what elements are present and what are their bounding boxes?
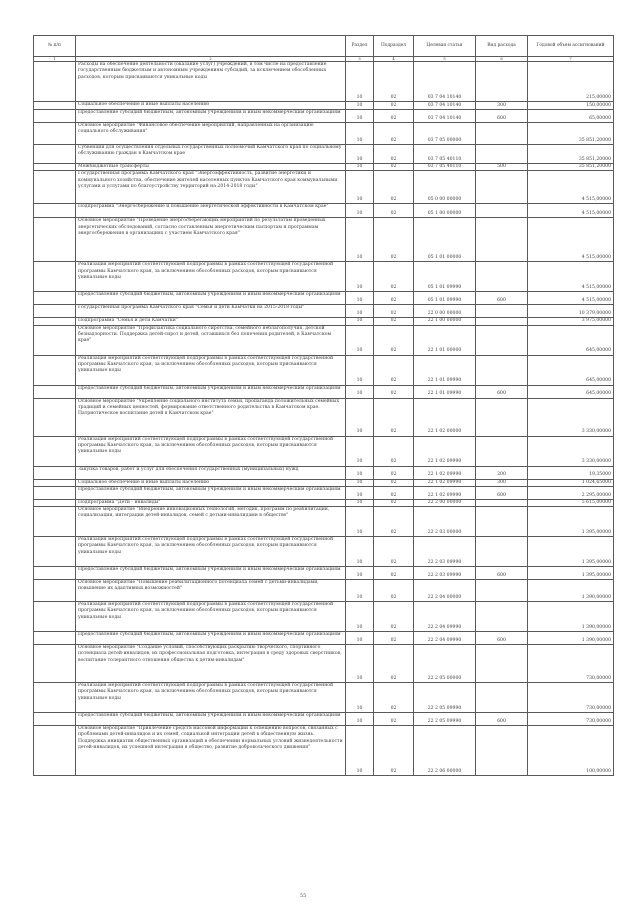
row-expense-type: 600: [476, 567, 528, 580]
row-name: Основное мероприятие "Создание условий, способствующих раскрытию творческого, спортивного потенциала детей-инвалидов, их профессиональная подготовка, интеграция в среду здоровых сверстников, воспитание толерантного отношения общества к детям-инвалидам": [76, 645, 346, 683]
table-row: [34, 713, 614, 726]
row-podrazdel: 02: [374, 110, 414, 123]
table-row: [34, 436, 614, 466]
row-amount: 35 851,20000: [528, 164, 614, 171]
row-expense-type: 200: [476, 466, 528, 479]
table-row: [34, 567, 614, 580]
row-razdel: 10: [346, 645, 374, 683]
row-amount: 4 515,00000: [528, 204, 614, 218]
row-amount: 1 395,00000: [528, 507, 614, 537]
row-expense-type: 300: [476, 102, 528, 110]
row-razdel: 10: [346, 318, 374, 325]
row-number-cell: [34, 507, 76, 537]
row-number-cell: [34, 632, 76, 645]
row-number-cell: [34, 567, 76, 580]
row-expense-type: [476, 398, 528, 436]
row-expense-type: [476, 355, 528, 385]
row-expense-type: [476, 726, 528, 776]
row-number-cell: [34, 713, 76, 726]
table-row: [34, 355, 614, 385]
row-name: Подпрограмма "Семья и дети Камчатки": [76, 318, 346, 325]
row-amount: 1 390,00000: [528, 602, 614, 632]
row-razdel: 10: [346, 632, 374, 645]
page-number: 55: [300, 893, 307, 899]
table-row: [34, 385, 614, 398]
table-row: [34, 537, 614, 567]
row-podrazdel: 02: [374, 355, 414, 385]
row-razdel: 10: [346, 292, 374, 305]
row-target-article: 05 1 01 00000: [414, 218, 476, 262]
row-razdel: 10: [346, 218, 374, 262]
table-row: [34, 726, 614, 776]
row-podrazdel: 02: [374, 486, 414, 499]
row-target-article: 22 1 01 00000: [414, 325, 476, 355]
column-number: 1: [34, 57, 76, 62]
table-body: [34, 62, 614, 776]
row-name: Основное мероприятие "Привлечение средств массовой информации к освещению вопросов, связанных с проблемами детей-инвалидов и их семей, социальной интеграции детей в общественную жизнь. Поддержка инициатив общественных организаций в обеспечении нормальных условий жизнедеятельности детей-инвалидов, их успешной интеграции в общество, развитие добровольческого движения": [76, 726, 346, 776]
row-target-article: 03 7 05 00000: [414, 123, 476, 145]
table-row: [34, 499, 614, 506]
row-razdel: 10: [346, 110, 374, 123]
row-amount: 730,00000: [528, 683, 614, 713]
row-name: Межбюджетные трансферты: [76, 164, 346, 171]
row-razdel: 10: [346, 62, 374, 102]
row-name: Подпрограмма "Энергосбережение и повышение энергетической эффективности в Камчатском крае": [76, 204, 346, 218]
row-target-article: 03 7 04 10140: [414, 110, 476, 123]
row-name: Предоставление субсидий бюджетным, автономным учреждениям и иным некоммерческим организациям: [76, 713, 346, 726]
row-expense-type: [476, 507, 528, 537]
table-row: [34, 580, 614, 602]
row-razdel: 10: [346, 499, 374, 506]
row-name: Основное мероприятие "Профилактика социального сиротства, семейного неблагополучия, детской безнадзорности. Поддержка детей-сирот и детей, оставшихся без попечения родителей, в Камчатском крае": [76, 325, 346, 355]
row-target-article: 22 1 00 00000: [414, 318, 476, 325]
row-podrazdel: 02: [374, 164, 414, 171]
row-name: Основное мероприятие "Повышение реабилитационного потенциала семей с детьми-инвалидами, повышение их адаптивных возможностей": [76, 580, 346, 602]
row-razdel: 10: [346, 305, 374, 318]
row-amount: 730,00000: [528, 645, 614, 683]
row-number-cell: [34, 479, 76, 486]
table-row: [34, 486, 614, 499]
row-name: Реализация мероприятий соответствующей подпрограммы в рамках соответствующей государственной программы Камчатского края, за исключением обособленных расходов, которым присваиваются уникальные коды: [76, 436, 346, 466]
row-target-article: 05 0 00 00000: [414, 171, 476, 204]
header-number: № п/п: [34, 36, 76, 57]
row-amount: 1 390,00000: [528, 632, 614, 645]
row-podrazdel: 02: [374, 262, 414, 292]
row-name: Государственная программа Камчатского края "Энергоэффективность, развитие энергетики и коммунального хозяйства, обеспечение жителей населенных пунктов Камчатского края коммунальными услугами и услугами по благоустройству территорий на 2014-2018 годы": [76, 171, 346, 204]
row-expense-type: [476, 683, 528, 713]
row-number-cell: [34, 123, 76, 145]
table-row: [34, 466, 614, 479]
table-row: [34, 398, 614, 436]
row-expense-type: [476, 218, 528, 262]
row-number-cell: [34, 204, 76, 218]
row-razdel: 10: [346, 466, 374, 479]
row-amount: 65,00000: [528, 110, 614, 123]
row-number-cell: [34, 580, 76, 602]
table-row: [34, 171, 614, 204]
row-target-article: 03 7 05 40110: [414, 164, 476, 171]
row-podrazdel: 02: [374, 398, 414, 436]
row-target-article: 05 1 01 09990: [414, 262, 476, 292]
header-razdel: Раздел: [346, 36, 374, 57]
row-number-cell: [34, 726, 76, 776]
table-row: [34, 305, 614, 318]
row-expense-type: [476, 580, 528, 602]
table-row: [34, 292, 614, 305]
row-name: Основное мероприятие "Проведение энергосберегающих мероприятий по результатам проведенных энергетических обследований, согласно составленным энергетическим паспортам и программам энергосбережения в организациях с участием Камчатского края": [76, 218, 346, 262]
row-number-cell: [34, 218, 76, 262]
row-target-article: 22 1 02 09990: [414, 436, 476, 466]
row-amount: 645,00000: [528, 355, 614, 385]
row-amount: 2 295,00000: [528, 486, 614, 499]
row-expense-type: [476, 645, 528, 683]
row-podrazdel: 02: [374, 479, 414, 486]
row-razdel: 10: [346, 145, 374, 164]
row-target-article: 03 7 04 10140: [414, 62, 476, 102]
row-target-article: 22 2 05 00000: [414, 645, 476, 683]
row-name: Реализация мероприятий соответствующей подпрограммы в рамках соответствующей государственной программы Камчатского края, за исключением обособленных расходов, которым присваиваются уникальные коды: [76, 355, 346, 385]
row-podrazdel: 02: [374, 537, 414, 567]
row-razdel: 10: [346, 204, 374, 218]
row-podrazdel: 02: [374, 726, 414, 776]
column-number: 4: [374, 57, 414, 62]
row-amount: 10 379,00000: [528, 305, 614, 318]
row-podrazdel: 02: [374, 218, 414, 262]
table-row: [34, 683, 614, 713]
row-name: Реализация мероприятий соответствующей подпрограммы в рамках соответствующей государственной программы Камчатского края, за исключением обособленных расходов, которым присваиваются уникальные коды: [76, 683, 346, 713]
row-razdel: 10: [346, 398, 374, 436]
row-expense-type: 600: [476, 110, 528, 123]
row-amount: 35 851,20000: [528, 123, 614, 145]
row-number-cell: [34, 292, 76, 305]
row-name: Социальное обеспечение и иные выплаты населению: [76, 479, 346, 486]
row-expense-type: 600: [476, 292, 528, 305]
header-podrazdel: Подраздел: [374, 36, 414, 57]
row-razdel: 10: [346, 171, 374, 204]
row-podrazdel: 02: [374, 499, 414, 506]
row-expense-type: 600: [476, 713, 528, 726]
row-name: Предоставление субсидий бюджетным, автономным учреждениям и иным некоммерческим организациям: [76, 567, 346, 580]
row-podrazdel: 02: [374, 318, 414, 325]
row-razdel: 10: [346, 164, 374, 171]
row-target-article: 22 2 03 09990: [414, 567, 476, 580]
row-razdel: 10: [346, 713, 374, 726]
row-name: Предоставление субсидий бюджетным, автономным учреждениям и иным некоммерческим организациям: [76, 385, 346, 398]
header-target-article: Целевая статья: [414, 36, 476, 57]
row-target-article: 22 2 05 09990: [414, 713, 476, 726]
row-podrazdel: 02: [374, 602, 414, 632]
row-expense-type: [476, 602, 528, 632]
table-row: [34, 507, 614, 537]
row-expense-type: [476, 262, 528, 292]
row-name: Предоставление субсидий бюджетным, автономным учреждениям и иным некоммерческим организациям: [76, 110, 346, 123]
row-number-cell: [34, 398, 76, 436]
table-row: [34, 218, 614, 262]
budget-table-sheet: [33, 35, 613, 776]
row-target-article: 05 1 01 09990: [414, 292, 476, 305]
row-number-cell: [34, 164, 76, 171]
row-razdel: 10: [346, 123, 374, 145]
column-number: 6: [476, 57, 528, 62]
row-expense-type: [476, 145, 528, 164]
row-number-cell: [34, 145, 76, 164]
row-podrazdel: 02: [374, 204, 414, 218]
row-podrazdel: 02: [374, 102, 414, 110]
row-expense-type: [476, 499, 528, 506]
row-target-article: 03 7 04 10140: [414, 102, 476, 110]
table-row: [34, 123, 614, 145]
row-razdel: 10: [346, 507, 374, 537]
row-expense-type: [476, 305, 528, 318]
row-amount: 1 390,00000: [528, 580, 614, 602]
row-number-cell: [34, 110, 76, 123]
row-razdel: 10: [346, 436, 374, 466]
column-number: 5: [414, 57, 476, 62]
row-number-cell: [34, 645, 76, 683]
row-podrazdel: 02: [374, 645, 414, 683]
row-amount: 19,35000: [528, 466, 614, 479]
row-number-cell: [34, 171, 76, 204]
row-target-article: 22 1 02 09990: [414, 479, 476, 486]
row-target-article: 22 1 02 09990: [414, 466, 476, 479]
table-row: [34, 204, 614, 218]
table-row: [34, 102, 614, 110]
row-number-cell: [34, 486, 76, 499]
row-amount: 645,00000: [528, 385, 614, 398]
row-target-article: 22 2 04 00000: [414, 580, 476, 602]
row-name: Реализация мероприятий соответствующей подпрограммы в рамках соответствующей государственной программы Камчатского края, за исключением обособленных расходов, которым присваиваются уникальные коды: [76, 537, 346, 567]
row-number-cell: [34, 325, 76, 355]
table-row: [34, 318, 614, 325]
table-row: [34, 145, 614, 164]
row-expense-type: [476, 537, 528, 567]
row-razdel: 10: [346, 102, 374, 110]
row-expense-type: [476, 204, 528, 218]
row-expense-type: [476, 62, 528, 102]
row-amount: 4 515,00000: [528, 262, 614, 292]
row-number-cell: [34, 102, 76, 110]
row-name: Реализация мероприятий соответствующей подпрограммы в рамках соответствующей государственной программы Камчатского края, за исключением обособленных расходов, которым присваиваются уникальные коды: [76, 602, 346, 632]
row-name: Основное мероприятие "Внедрение инновационных технологий, методик, программ по реабилитации, социализации, интеграции детей-инвалидов, семей с детьми-инвалидами в обществе": [76, 507, 346, 537]
row-target-article: 22 1 01 09990: [414, 355, 476, 385]
table-row: [34, 602, 614, 632]
row-razdel: 10: [346, 262, 374, 292]
row-name: Закупка товаров, работ и услуг для обеспечения государственных (муниципальных) нужд: [76, 466, 346, 479]
row-number-cell: [34, 499, 76, 506]
row-podrazdel: 02: [374, 507, 414, 537]
row-number-cell: [34, 385, 76, 398]
row-razdel: 10: [346, 726, 374, 776]
row-expense-type: 500: [476, 164, 528, 171]
row-target-article: 22 2 00 00000: [414, 499, 476, 506]
table-row: [34, 62, 614, 102]
row-name: Подпрограмма "Дети - инвалиды": [76, 499, 346, 506]
row-name: Субвенции для осуществления отдельных государственных полномочий Камчатского края по социальному обслуживанию граждан в Камчатском крае: [76, 145, 346, 164]
row-expense-type: 300: [476, 479, 528, 486]
header-name: [76, 36, 346, 57]
header-annual-amount: Годовой объем ассигнований: [528, 36, 614, 57]
row-name: Основное мероприятие "Укрепление социального института семьи, пропаганда положительных семейных традиций и семейных ценностей, формирование ответственного родительства в Камчатском крае. Патриотическое воспитание детей в Камчатском крае": [76, 398, 346, 436]
row-number-cell: [34, 355, 76, 385]
row-amount: 5 615,00000: [528, 499, 614, 506]
row-number-cell: [34, 262, 76, 292]
row-amount: 3 330,00000: [528, 398, 614, 436]
row-amount: 100,00000: [528, 726, 614, 776]
row-target-article: 22 2 04 09990: [414, 632, 476, 645]
row-podrazdel: 02: [374, 683, 414, 713]
row-razdel: 10: [346, 325, 374, 355]
row-podrazdel: 02: [374, 466, 414, 479]
row-expense-type: [476, 123, 528, 145]
row-target-article: 05 1 00 00000: [414, 204, 476, 218]
column-number: 3: [346, 57, 374, 62]
row-podrazdel: 02: [374, 123, 414, 145]
row-name: Предоставление субсидий бюджетным, автономным учреждениям и иным некоммерческим организациям: [76, 632, 346, 645]
row-name: Государственная программа Камчатского края "Семья и дети Камчатки на 2015-2018 годы": [76, 305, 346, 318]
row-podrazdel: 02: [374, 567, 414, 580]
table-row: [34, 632, 614, 645]
row-amount: 1 395,00000: [528, 537, 614, 567]
row-target-article: 22 1 02 00000: [414, 398, 476, 436]
row-podrazdel: 02: [374, 171, 414, 204]
table-row: [34, 262, 614, 292]
row-expense-type: 600: [476, 385, 528, 398]
row-target-article: 22 2 06 00000: [414, 726, 476, 776]
row-expense-type: [476, 171, 528, 204]
row-number-cell: [34, 537, 76, 567]
row-target-article: 22 1 01 09990: [414, 385, 476, 398]
row-number-cell: [34, 466, 76, 479]
table-row: [34, 645, 614, 683]
row-amount: 150,00000: [528, 102, 614, 110]
row-name: Основное мероприятие "Финансовое обеспечение мероприятий, направленных на организацию социального обслуживания": [76, 123, 346, 145]
row-podrazdel: 02: [374, 145, 414, 164]
row-amount: 645,00000: [528, 325, 614, 355]
header-row: [34, 36, 614, 57]
budget-table: [33, 35, 614, 776]
row-expense-type: 600: [476, 632, 528, 645]
row-target-article: 22 2 03 09990: [414, 537, 476, 567]
row-expense-type: 600: [476, 486, 528, 499]
row-podrazdel: 02: [374, 580, 414, 602]
row-amount: 1 395,00000: [528, 567, 614, 580]
row-podrazdel: 02: [374, 325, 414, 355]
row-expense-type: [476, 436, 528, 466]
row-razdel: 10: [346, 683, 374, 713]
row-razdel: 10: [346, 567, 374, 580]
row-name: Расходы на обеспечение деятельности (оказание услуг) учреждений, в том числе на предоставление государственным бюджетным и автономным учреждениям субсидий, за исключением обособленных расходов, которым присваиваются уникальные коды: [76, 62, 346, 102]
row-amount: 4 515,00000: [528, 292, 614, 305]
row-amount: 1 024,65000: [528, 479, 614, 486]
row-podrazdel: 02: [374, 62, 414, 102]
row-razdel: 10: [346, 385, 374, 398]
row-number-cell: [34, 318, 76, 325]
row-razdel: 10: [346, 602, 374, 632]
row-target-article: 22 2 04 09990: [414, 602, 476, 632]
row-podrazdel: 02: [374, 305, 414, 318]
row-podrazdel: 02: [374, 632, 414, 645]
row-amount: 35 851,20000: [528, 145, 614, 164]
row-expense-type: [476, 318, 528, 325]
row-number-cell: [34, 602, 76, 632]
column-number: 7: [528, 57, 614, 62]
row-target-article: 22 1 02 09990: [414, 486, 476, 499]
row-razdel: 10: [346, 486, 374, 499]
row-name: Предоставление субсидий бюджетным, автономным учреждениям и иным некоммерческим организациям: [76, 292, 346, 305]
row-podrazdel: 02: [374, 292, 414, 305]
row-name: Реализация мероприятий соответствующей подпрограммы в рамках соответствующей государственной программы Камчатского края, за исключением обособленных расходов, которым присваиваются уникальные коды: [76, 262, 346, 292]
row-target-article: 03 7 05 40110: [414, 145, 476, 164]
row-name: Социальное обеспечение и иные выплаты населению: [76, 102, 346, 110]
row-amount: 3 975,00000: [528, 318, 614, 325]
row-target-article: 22 0 00 00000: [414, 305, 476, 318]
row-podrazdel: 02: [374, 436, 414, 466]
row-razdel: 10: [346, 537, 374, 567]
row-amount: 4 515,00000: [528, 218, 614, 262]
row-razdel: 10: [346, 580, 374, 602]
table-row: [34, 479, 614, 486]
header-expense-type: Вид расхода: [476, 36, 528, 57]
row-number-cell: [34, 436, 76, 466]
row-podrazdel: 02: [374, 713, 414, 726]
row-number-cell: [34, 683, 76, 713]
table-row: [34, 325, 614, 355]
column-number: 2: [76, 57, 346, 62]
row-amount: 4 515,00000: [528, 171, 614, 204]
row-podrazdel: 02: [374, 385, 414, 398]
row-target-article: 22 2 05 09990: [414, 683, 476, 713]
row-razdel: 10: [346, 355, 374, 385]
table-row: [34, 164, 614, 171]
row-amount: 3 330,00000: [528, 436, 614, 466]
row-number-cell: [34, 305, 76, 318]
row-name: Предоставление субсидий бюджетным, автономным учреждениям и иным некоммерческим организациям: [76, 486, 346, 499]
row-amount: 215,00000: [528, 62, 614, 102]
table-row: [34, 110, 614, 123]
row-target-article: 22 2 03 00000: [414, 507, 476, 537]
row-amount: 730,00000: [528, 713, 614, 726]
row-expense-type: [476, 325, 528, 355]
row-razdel: 10: [346, 479, 374, 486]
row-number-cell: [34, 62, 76, 102]
